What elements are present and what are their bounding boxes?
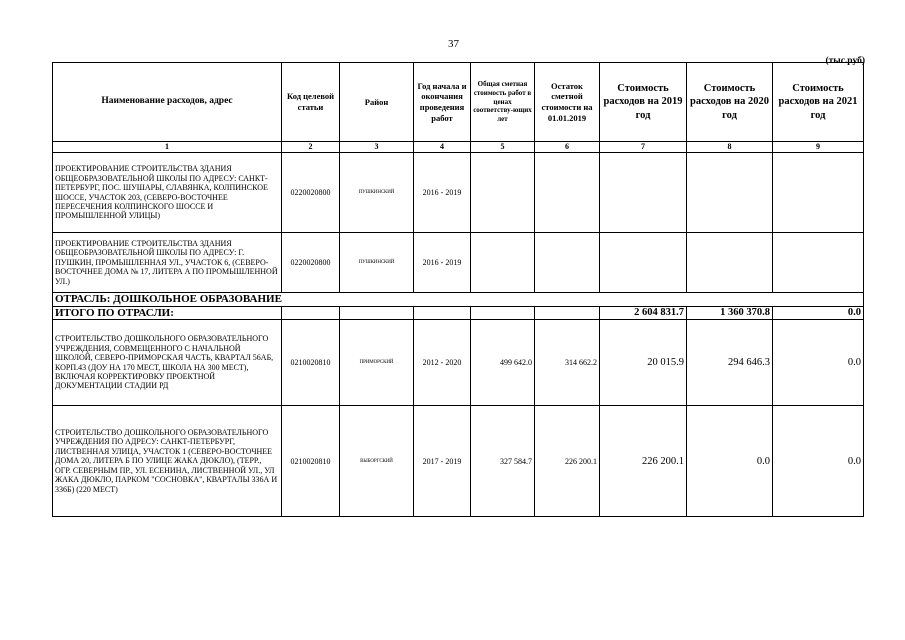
header-cost-2020: Стоимость расходов на 2020 год — [687, 63, 773, 142]
header-years: Год начала и окончания проведения работ — [414, 63, 471, 142]
row-name: ПРОЕКТИРОВАНИЕ СТРОИТЕЛЬСТВА ЗДАНИЯ ОБЩЕОБРАЗОВАТЕЛЬНОЙ ШКОЛЫ ПО АДРЕСУ: САНКТ-ПЕТЕРБУРГ, ПОС. ШУШАРЫ, СЛАВЯНКА, КОЛПИНСКОЕ ШОССЕ, УЧАСТОК 203, (СЕВЕРО-ВОСТОЧНЕЕ ПЕРЕСЕЧЕНИЯ КОЛПИНСКОГО ШОССЕ И ПРОМЫШЛЕННОЙ УЛИЦЫ) — [53, 153, 282, 233]
sector-title: ОТРАСЛЬ: ДОШКОЛЬНОЕ ОБРАЗОВАНИЕ — [53, 293, 864, 307]
table-row — [53, 233, 864, 293]
row-cost-2020: 294 646.3 — [687, 320, 773, 406]
total-label: ИТОГО ПО ОТРАСЛИ: — [53, 307, 282, 320]
col-num-6: 6 — [535, 142, 600, 153]
page-number: 37 — [448, 38, 459, 50]
budget-table — [52, 62, 864, 517]
row-cost-2019: 20 015.9 — [600, 320, 687, 406]
col-num-4: 4 — [414, 142, 471, 153]
table-row — [53, 320, 864, 406]
row-cost-2020: 0.0 — [687, 406, 773, 517]
total-cost-2021: 0.0 — [773, 307, 864, 320]
table-row — [53, 153, 864, 233]
row-years: 2016 - 2019 — [414, 153, 471, 233]
units-label: (тыс.руб) — [825, 56, 865, 66]
total-empty-2 — [282, 307, 340, 320]
row-total-cost — [471, 233, 535, 293]
row-years: 2012 - 2020 — [414, 320, 471, 406]
row-cost-2021: 0.0 — [773, 320, 864, 406]
row-cost-2021: 0.0 — [773, 406, 864, 517]
row-cost-2019 — [600, 233, 687, 293]
row-years: 2017 - 2019 — [414, 406, 471, 517]
header-row — [53, 63, 864, 142]
table-row — [53, 406, 864, 517]
row-code: 0220020800 — [282, 233, 340, 293]
header-name: Наименование расходов, адрес — [53, 63, 282, 142]
row-remaining — [535, 233, 600, 293]
row-district: ВЫБОРГСКИЙ — [340, 406, 414, 517]
row-district: ПУШКИНСКИЙ — [340, 153, 414, 233]
total-empty-4 — [414, 307, 471, 320]
col-num-9: 9 — [773, 142, 864, 153]
row-cost-2019: 226 200.1 — [600, 406, 687, 517]
col-num-3: 3 — [340, 142, 414, 153]
row-remaining: 314 662.2 — [535, 320, 600, 406]
row-cost-2020 — [687, 233, 773, 293]
row-total-cost: 327 584.7 — [471, 406, 535, 517]
col-num-7: 7 — [600, 142, 687, 153]
row-cost-2020 — [687, 153, 773, 233]
header-total-cost: Общая сметная стоимость работ в ценах соответству-ющих лет — [471, 63, 535, 142]
row-name: СТРОИТЕЛЬСТВО ДОШКОЛЬНОГО ОБРАЗОВАТЕЛЬНОГО УЧРЕЖДЕНИЯ, СОВМЕЩЕННОГО С НАЧАЛЬНОЙ ШКОЛОЙ, СЕВЕРО-ПРИМОРСКАЯ ЧАСТЬ, КВАРТАЛ 56АБ, КОРП.43 (ДОУ НА 170 МЕСТ, ШКОЛА НА 300 МЕСТ), ВКЛЮЧАЯ КОРРЕКТИРОВКУ ПРОЕКТНОЙ ДОКУМЕНТАЦИИ СТАДИИ РД — [53, 320, 282, 406]
row-remaining: 226 200.1 — [535, 406, 600, 517]
header-cost-2019: Стоимость расходов на 2019 год — [600, 63, 687, 142]
row-years: 2016 - 2019 — [414, 233, 471, 293]
col-num-1: 1 — [53, 142, 282, 153]
header-code: Код целевой статьи — [282, 63, 340, 142]
row-cost-2021 — [773, 233, 864, 293]
col-num-8: 8 — [687, 142, 773, 153]
header-cost-2021: Стоимость расходов на 2021 год — [773, 63, 864, 142]
row-cost-2019 — [600, 153, 687, 233]
row-district: ПУШКИНСКИЙ — [340, 233, 414, 293]
col-num-5: 5 — [471, 142, 535, 153]
row-district: ПРИМОРСКИЙ — [340, 320, 414, 406]
sector-row — [53, 293, 864, 307]
row-cost-2021 — [773, 153, 864, 233]
row-name: СТРОИТЕЛЬСТВО ДОШКОЛЬНОГО ОБРАЗОВАТЕЛЬНОГО УЧРЕЖДЕНИЯ ПО АДРЕСУ: САНКТ-ПЕТЕРБУРГ, ЛИСТВЕННАЯ УЛИЦА, УЧАСТОК 1 (СЕВЕРО-ВОСТОЧНЕЕ ДОМА 20, ЛИТЕРА Б ПО УЛИЦЕ ЖАКА ДЮКЛО), (ТЕРР., ОГР. СЕВЕРНЫМ ПР., УЛ. ЕСЕНИНА, ЛИСТВЕННОЙ УЛ., УЛ ЖАКА ДЮКЛО, ПАРКОМ "СОСНОВКА", КВАРТАЛЫ 336А И 336Б) (220 МЕСТ) — [53, 406, 282, 517]
row-code: 0210020810 — [282, 406, 340, 517]
column-number-row — [53, 142, 864, 153]
header-remaining: Остаток сметной стоимости на 01.01.2019 — [535, 63, 600, 142]
total-cost-2020: 1 360 370.8 — [687, 307, 773, 320]
col-num-2: 2 — [282, 142, 340, 153]
row-name: ПРОЕКТИРОВАНИЕ СТРОИТЕЛЬСТВА ЗДАНИЯ ОБЩЕОБРАЗОВАТЕЛЬНОЙ ШКОЛЫ ПО АДРЕСУ: Г. ПУШКИН, ПРОМЫШЛЕННАЯ УЛ., УЧАСТОК 6, (СЕВЕРО-ВОСТОЧНЕЕ ДОМА № 17, ЛИТЕРА А ПО ПРОМЫШЛЕННОЙ УЛ.) — [53, 233, 282, 293]
total-empty-3 — [340, 307, 414, 320]
total-empty-5 — [471, 307, 535, 320]
row-code: 0220020800 — [282, 153, 340, 233]
row-total-cost — [471, 153, 535, 233]
row-code: 0210020810 — [282, 320, 340, 406]
total-row — [53, 307, 864, 320]
row-total-cost: 499 642.0 — [471, 320, 535, 406]
total-cost-2019: 2 604 831.7 — [600, 307, 687, 320]
row-remaining — [535, 153, 600, 233]
total-empty-6 — [535, 307, 600, 320]
header-district: Район — [340, 63, 414, 142]
